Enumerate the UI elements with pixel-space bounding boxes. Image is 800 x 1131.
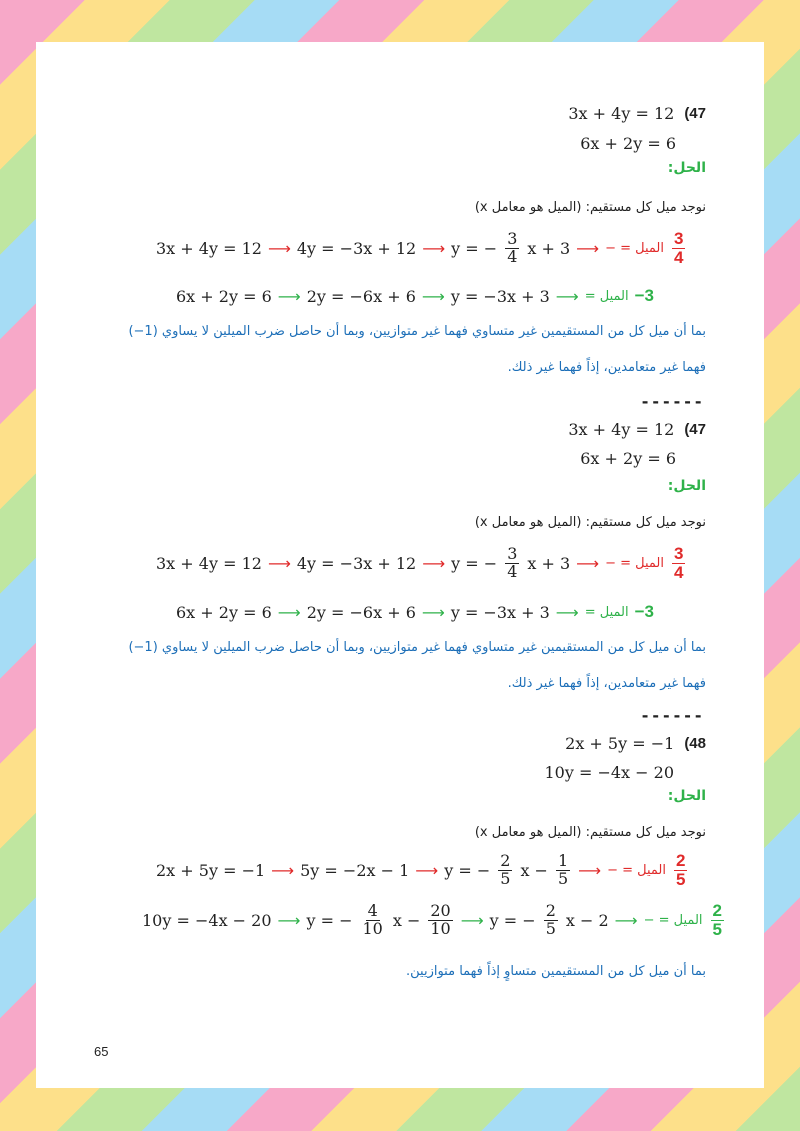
intro-text: نوجد ميل كل مستقيم: (الميل هو معامل x): [474, 515, 706, 530]
solution-label: الحل:: [667, 788, 706, 804]
fraction: $\frac{3}{4}$: [507, 229, 518, 266]
equation: 5y = −2x − 1: [300, 860, 410, 880]
equation: 6x + 2y = 6: [580, 134, 676, 153]
arrow-icon: ⟶: [415, 860, 439, 880]
slope-result: $\frac{2}{5}$: [675, 851, 686, 889]
slope-line-2: [176, 602, 654, 622]
arrow-icon: ⟶: [267, 553, 291, 573]
arrow-icon: ⟶: [555, 602, 579, 622]
slope-line-1: [156, 230, 687, 267]
fraction: $\frac{1}{5}$: [557, 851, 569, 888]
separator: ------: [640, 392, 704, 411]
equation: 6x + 2y = 6: [176, 286, 272, 306]
equation: 4y = −3x + 12: [296, 238, 417, 258]
conclusion-text: فهما غير متعامدين، إذاً فهما غير ذلك.: [507, 676, 706, 691]
conclusion-text: بما أن ميل كل من المستقيمين غير متساوي فهما غير متوازيين، وبما أن حاصل ضرب الميلين لا يساوي (1−): [128, 324, 706, 339]
slope-result: −3: [634, 286, 655, 305]
equation: 3x + 4y = 12: [568, 104, 675, 123]
equation: 10y = −4x − 20: [142, 910, 272, 930]
slope-label: الميل = −: [605, 555, 664, 571]
slope-label: الميل =: [584, 604, 629, 620]
slope-label: الميل = −: [643, 912, 703, 928]
slope-result: −3: [634, 602, 655, 621]
arrow-icon: ⟶: [421, 286, 445, 306]
arrow-icon: ⟶: [555, 286, 579, 306]
slope-line-1: [156, 545, 687, 582]
slope-label: الميل = −: [607, 862, 666, 878]
arrow-icon: ⟶: [277, 910, 301, 930]
equation: 2x + 5y = −1: [565, 734, 675, 753]
conclusion-text: فهما غير متعامدين، إذاً فهما غير ذلك.: [507, 360, 706, 375]
solution-label: الحل:: [667, 160, 706, 176]
intro-text: نوجد ميل كل مستقيم: (الميل هو معامل x): [474, 200, 706, 215]
equation: 3x + 4y = 12: [156, 238, 262, 258]
page: [36, 42, 764, 1088]
equation: x + 3: [527, 238, 571, 258]
slope-line-2: [142, 902, 726, 939]
fraction: $\frac{20}{10}$: [430, 901, 451, 938]
slope-label: الميل =: [584, 288, 629, 304]
equation: x −: [520, 860, 548, 880]
equation: 2y = −6x + 6: [306, 602, 416, 622]
arrow-icon: ⟶: [460, 910, 484, 930]
exercise-number: (47: [684, 105, 706, 122]
equation: 4y = −3x + 12: [296, 553, 417, 573]
slope-result: $\frac{3}{4}$: [674, 229, 684, 267]
equation: 2y = −6x + 6: [306, 286, 416, 306]
arrow-icon: ⟶: [422, 553, 446, 573]
fraction: $\frac{4}{10}$: [362, 901, 383, 938]
exercise-47-eq1-row: [568, 104, 706, 123]
equation: y = −3x + 3: [450, 602, 550, 622]
equation: y = −: [489, 910, 536, 930]
intro-text: نوجد ميل كل مستقيم: (الميل هو معامل x): [474, 825, 706, 840]
slope-label: الميل = −: [605, 240, 664, 256]
arrow-icon: ⟶: [277, 286, 301, 306]
slope-result: $\frac{3}{4}$: [674, 544, 684, 582]
solution-label: الحل:: [667, 478, 706, 494]
equation: y = −: [306, 910, 353, 930]
equation: y = −: [451, 238, 498, 258]
fraction: $\frac{2}{5}$: [545, 901, 556, 938]
arrow-icon: ⟶: [578, 860, 602, 880]
arrow-icon: ⟶: [422, 238, 446, 258]
slope-result: $\frac{2}{5}$: [712, 901, 722, 939]
equation: x + 3: [527, 553, 571, 573]
exercise-47-eq1-row: [568, 420, 706, 439]
equation: 6x + 2y = 6: [580, 449, 676, 468]
equation: y = −: [444, 860, 491, 880]
arrow-icon: ⟶: [277, 602, 301, 622]
exercise-number: (48: [684, 735, 706, 752]
equation: 10y = −4x − 20: [544, 763, 674, 782]
conclusion-text: بما أن ميل كل من المستقيمين متساوٍ إذاً فهما متوازيين.: [406, 964, 706, 979]
slope-line-1: [156, 852, 689, 889]
arrow-icon: ⟶: [271, 860, 295, 880]
page-number: 65: [94, 1044, 109, 1059]
equation: 3x + 4y = 12: [156, 553, 262, 573]
separator: ------: [640, 706, 704, 725]
conclusion-text: بما أن ميل كل من المستقيمين غير متساوي فهما غير متوازيين، وبما أن حاصل ضرب الميلين لا يساوي (1−): [128, 640, 706, 655]
arrow-icon: ⟶: [576, 238, 600, 258]
arrow-icon: ⟶: [267, 238, 291, 258]
equation: x −: [392, 910, 421, 930]
equation: y = −: [451, 553, 498, 573]
fraction: $\frac{2}{5}$: [500, 851, 511, 888]
exercise-48-eq1-row: [565, 734, 706, 753]
arrow-icon: ⟶: [576, 553, 600, 573]
equation: 2x + 5y = −1: [156, 860, 266, 880]
arrow-icon: ⟶: [614, 910, 638, 930]
arrow-icon: ⟶: [421, 602, 445, 622]
equation: 6x + 2y = 6: [176, 602, 272, 622]
slope-line-2: [176, 286, 654, 306]
equation: x − 2: [565, 910, 609, 930]
fraction: $\frac{3}{4}$: [507, 544, 518, 581]
exercise-number: (47: [684, 421, 706, 438]
equation: y = −3x + 3: [450, 286, 550, 306]
equation: 3x + 4y = 12: [568, 420, 675, 439]
